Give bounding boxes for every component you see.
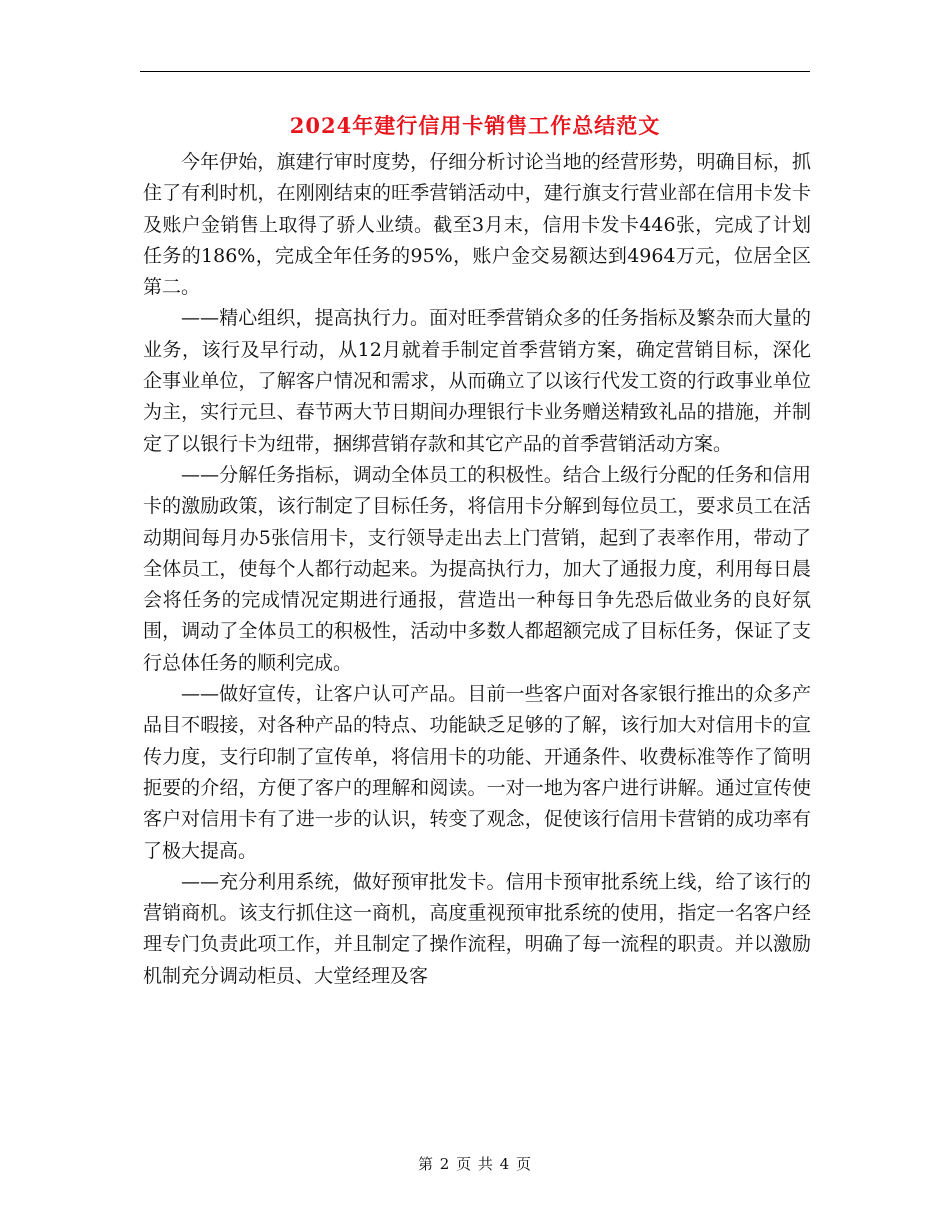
document-body — [143, 147, 811, 992]
page-number-footer: 第 2 页 共 4 页 — [418, 1155, 532, 1173]
paragraph-organization: ——精心组织，提高执行力。面对旺季营销众多的任务指标及繁杂而大量的业务，该行及早行动，从12月就着手制定首季营销方案，确定营销目标，深化企事业单位，了解客户情况和需求，从而确立了以该行代发工资的行政事业单位为主，实行元旦、春节两大节日期间办理银行卡业务赠送精致礼品的措施，并制定了以银行卡为纽带，捆绑营销存款和其它产品的首季营销活动方案。 — [143, 307, 811, 455]
document-title: 2024年建行信用卡销售工作总结范文 — [289, 113, 661, 138]
paragraph-publicity: ——做好宣传，让客户认可产品。目前一些客户面对各家银行推出的众多产品目不暇接，对各种产品的特点、功能缺乏足够的了解，该行加大对信用卡的宣传力度，支行印制了宣传单，将信用卡的功能、开通条件、收费标准等作了简明扼要的介绍，方便了客户的理解和阅读。一对一地为客户进行讲解。通过宣传使客户对信用卡有了进一步的认识，转变了观念，促使该行信用卡营销的成功率有了极大提高。 — [143, 683, 811, 862]
paragraph-pre-approval: ——充分利用系统，做好预审批发卡。信用卡预审批系统上线，给了该行的营销商机。该支行抓住这一商机，高度重视预审批系统的使用，指定一名客户经理专门负责此项工作，并且制定了操作流程，明确了每一流程的职责。并以激励机制充分调动柜员、大堂经理及客 — [143, 870, 811, 987]
paragraph-intro: 今年伊始，旗建行审时度势，仔细分析讨论当地的经营形势，明确目标，抓住了有利时机，在刚刚结束的旺季营销活动中，建行旗支行营业部在信用卡发卡及账户金销售上取得了骄人业绩。截至3月末，信用卡发卡446张，完成了计划任务的186%，完成全年任务的95%，账户金交易额达到4964万元，位居全区第二。 — [143, 151, 811, 299]
paragraph-task-breakdown: ——分解任务指标，调动全体员工的积极性。结合上级行分配的任务和信用卡的激励政策，该行制定了目标任务，将信用卡分解到每位员工，要求员工在活动期间每月办5张信用卡，支行领导走出去上门营销，起到了表率作用，带动了全体员工，使每个人都行动起来。为提高执行力，加大了通报力度，利用每日晨会将任务的完成情况定期进行通报，营造出一种每日争先恐后做业务的良好氛围，调动了全体员工的积极性，活动中多数人都超额完成了目标任务，保证了支行总体任务的顺利完成。 — [143, 463, 811, 674]
header-rule — [140, 71, 810, 72]
